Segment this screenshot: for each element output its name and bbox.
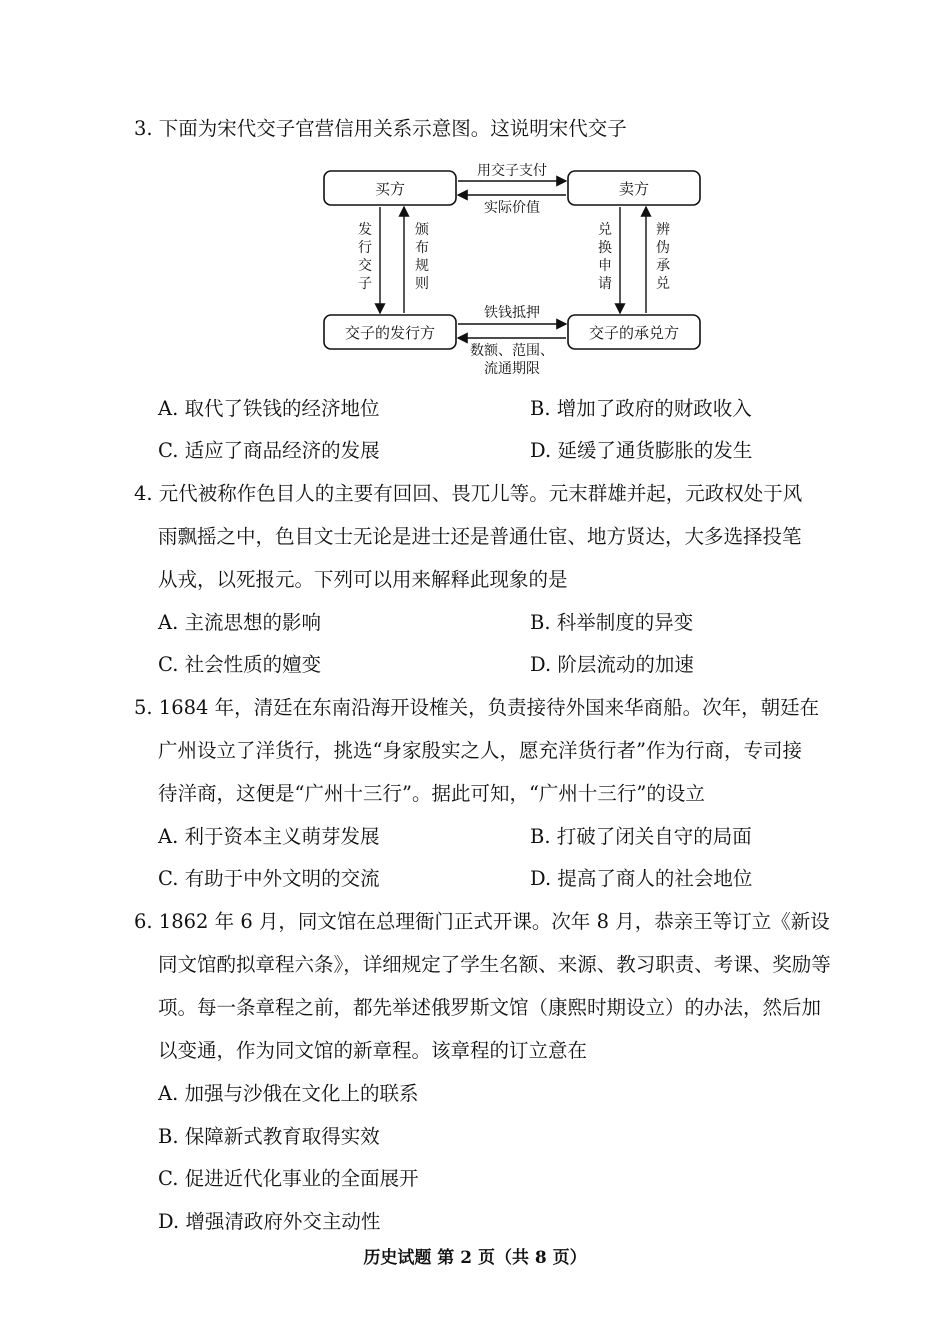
svg-text:申: 申 [598,258,612,274]
svg-text:辨: 辨 [656,222,670,238]
q3-option-b: B. 增加了政府的财政收入 [530,397,752,420]
q3-option-a: A. 取代了铁钱的经济地位 [158,397,380,420]
q4-option-a: A. 主流思想的影响 [158,611,321,634]
bottom-arrow-label-2b: 流通期限 [484,361,540,377]
top-arrow-label-2: 实际价值 [484,200,540,216]
q5-option-a: A. 利于资本主义萌芽发展 [158,825,380,848]
q6-stem-line-2: 同文馆酌拟章程六条》，详细规定了学生名额、来源、教习职责、考课、奖励等 [158,953,831,976]
q5-option-d: D. 提高了商人的社会地位 [530,867,753,890]
q6-option-b: B. 保障新式教育取得实效 [158,1125,380,1148]
right-down-label [598,221,612,292]
svg-text:请: 请 [598,276,612,292]
redeemer-label: 交子的承兑方 [588,324,680,342]
q6-option-d: D. 增强清政府外交主动性 [158,1210,381,1233]
q3-stem: 3. 下面为宋代交子官营信用关系示意图。这说明宋代交子 [134,117,627,140]
svg-text:则: 则 [415,276,429,292]
left-up-label [415,222,429,292]
q4-option-d: D. 阶层流动的加速 [530,653,694,676]
svg-text:兑: 兑 [656,276,670,292]
q6-stem-line-3: 项。每一条章程之前，都先举述俄罗斯文馆（康熙时期设立）的办法，然后加 [158,996,822,1019]
bottom-arrow-label: 铁钱抵押 [484,305,540,321]
left-down-label [358,222,372,292]
q4-stem-line-2: 雨飘摇之中，色目文士无论是进士还是普通仕宦、地方贤达，大多选择投笔 [158,525,802,548]
issuer-label: 交子的发行方 [344,324,436,342]
page-footer: 历史试题 第 2 页（共 8 页） [363,1248,587,1268]
q5-stem-line-2: 广州设立了洋货行，挑选“身家殷实之人，愿充洋货行者”作为行商，专司接 [158,739,802,762]
q5-option-b: B. 打破了闭关自守的局面 [530,825,752,848]
q4-option-b: B. 科举制度的异变 [530,611,694,634]
q3-option-d: D. 延缓了通货膨胀的发生 [530,439,753,462]
q6-stem-line-1: 6. 1862 年 6 月，同文馆在总理衙门正式开课。次年 8 月，恭亲王等订立《新设 [134,910,830,933]
svg-text:伪: 伪 [656,240,670,256]
seller-label: 卖方 [618,180,650,198]
top-arrow-label: 用交子支付 [477,163,547,179]
svg-text:交: 交 [358,258,372,274]
svg-text:换: 换 [598,240,612,256]
q5-stem-line-1: 5. 1684 年，清廷在东南沿海开设榷关，负责接待外国来华商船。次年，朝廷在 [134,696,820,719]
svg-text:规: 规 [415,258,429,274]
q5-option-c: C. 有助于中外文明的交流 [158,867,380,890]
svg-text:兑: 兑 [598,222,612,238]
buyer-label: 买方 [374,180,406,198]
q4-stem-line-3: 从戎，以死报元。下列可以用来解释此现象的是 [158,568,568,591]
svg-text:发: 发 [358,222,372,238]
svg-text:行: 行 [358,240,372,256]
bottom-arrow-label-2a: 数额、范围、 [470,343,554,359]
q4-option-c: C. 社会性质的嬗变 [158,653,322,676]
credit-relationship-diagram [310,158,720,380]
q6-stem-line-4: 以变通，作为同文馆的新章程。该章程的订立意在 [158,1039,588,1062]
svg-text:颁: 颁 [415,222,429,238]
right-up-label [656,222,670,292]
q4-stem-line-1: 4. 元代被称作色目人的主要有回回、畏兀儿等。元末群雄并起，元政权处于风 [134,482,803,505]
q6-option-a: A. 加强与沙俄在文化上的联系 [158,1082,419,1105]
q6-option-c: C. 促进近代化事业的全面展开 [158,1167,419,1190]
svg-text:承: 承 [656,258,670,274]
q5-stem-line-3: 待洋商，这便是“广州十三行”。据此可知，“广州十三行”的设立 [158,782,705,805]
svg-text:子: 子 [358,276,372,292]
q3-option-c: C. 适应了商品经济的发展 [158,439,380,462]
svg-text:布: 布 [415,240,429,256]
